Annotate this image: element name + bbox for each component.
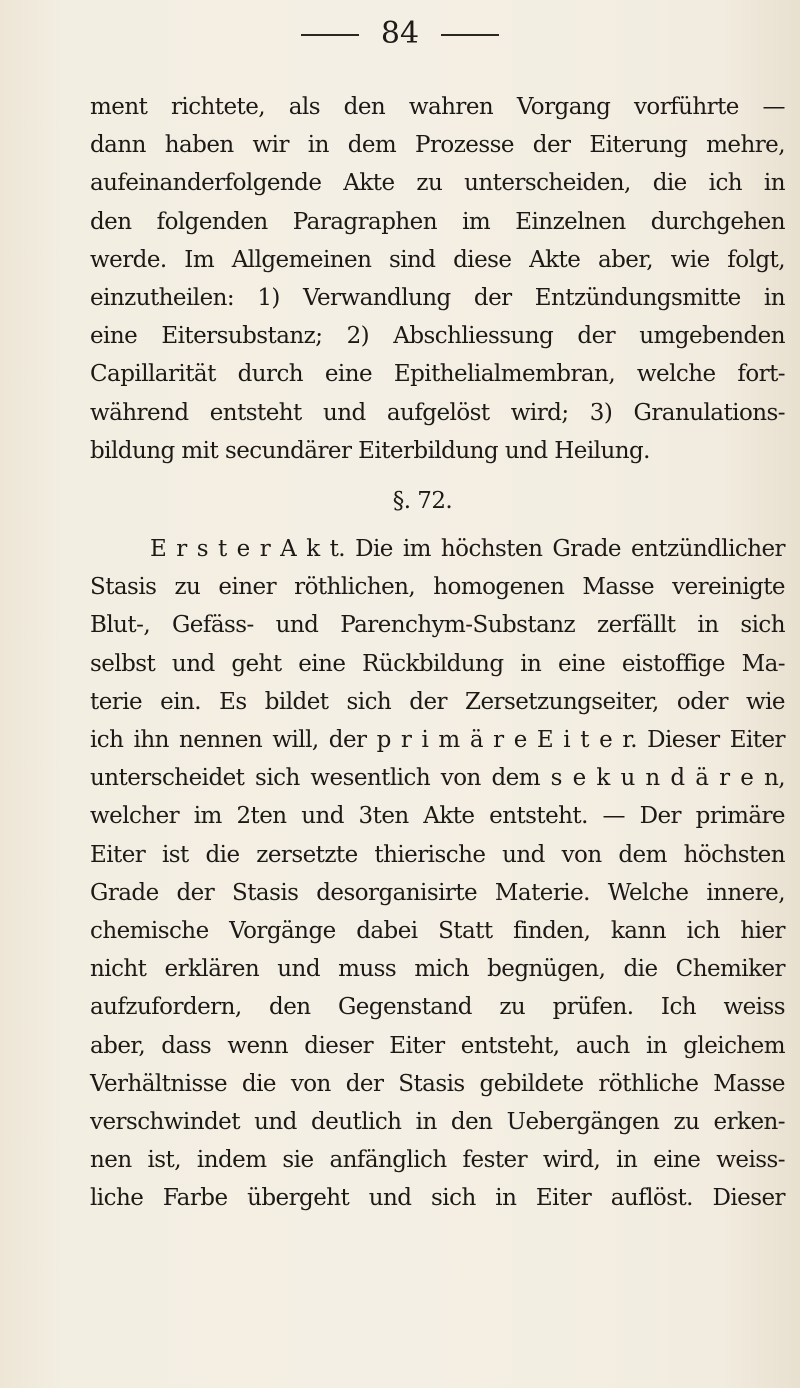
text-line: Stasis zu einer röthlichen, homogenen Masse vereinigte xyxy=(90,574,785,601)
header-dash-right xyxy=(441,34,499,36)
text-line: einzutheilen: 1) Verwandlung der Entzündungsmitte in xyxy=(90,284,785,311)
text-line: verschwindet und deutlich in den Uebergängen zu erken- xyxy=(90,1108,785,1135)
text-line: welcher im 2ten und 3ten Akte entsteht. — Der primäre xyxy=(90,803,785,830)
text-line: Blut-, Gefäss- und Parenchym-Substanz zerfällt in sich xyxy=(90,612,785,639)
page-body xyxy=(90,88,785,1217)
text-line: liche Farbe übergeht und sich in Eiter auflöst. Dieser xyxy=(90,1185,785,1212)
text-line: Eiter ist die zersetzte thierische und von dem höchsten xyxy=(90,841,785,868)
text-line: dann haben wir in dem Prozesse der Eiterung mehre, xyxy=(90,132,785,159)
text-line: chemische Vorgänge dabei Statt finden, kann ich hier xyxy=(90,917,785,944)
text-line: während entsteht und aufgelöst wird; 3) Granulations- xyxy=(90,399,785,426)
text-line: ment richtete, als den wahren Vorgang vorführte — xyxy=(90,94,785,120)
text-line: aufzufordern, den Gegenstand zu prüfen. Ich weiss xyxy=(90,994,785,1021)
text-line: selbst und geht eine Rückbildung in eine eistoffige Ma- xyxy=(90,650,785,677)
text-line: ich ihn nennen will, der p r i m ä r e E i t e r. Dieser Eiter xyxy=(90,727,785,753)
text-line: Verhältnisse die von der Stasis gebildete röthliche Masse xyxy=(90,1070,785,1097)
text-line: bildung mit secundärer Eiterbildung und Heilung. xyxy=(90,437,650,464)
text-line: werde. Im Allgemeinen sind diese Akte aber, wie folgt, xyxy=(90,246,785,273)
paragraph-continued xyxy=(90,88,785,470)
text-line: nicht erklären und muss mich begnügen, die Chemiker xyxy=(90,956,785,983)
text-line: aber, dass wenn dieser Eiter entsteht, auch in gleichem xyxy=(90,1032,785,1059)
text-line: aufeinanderfolgende Akte zu unterscheiden, die ich in xyxy=(90,170,785,197)
text-line: Capillarität durch eine Epithelialmembran, welche fort- xyxy=(90,361,785,388)
text-line: den folgenden Paragraphen im Einzelnen durchgehen xyxy=(90,208,785,235)
header-dash-left xyxy=(301,34,359,36)
text-line: nen ist, indem sie anfänglich fester wird, in eine weiss- xyxy=(90,1147,785,1174)
text-line: eine Eitersubstanz; 2) Abschliessung der umgebenden xyxy=(90,323,785,350)
paragraph-erster-akt xyxy=(90,530,785,1217)
text-line: E r s t e r A k t. Die im höchsten Grade entzündlicher xyxy=(150,536,785,563)
page-header xyxy=(0,14,800,54)
text-line: Grade der Stasis desorganisirte Materie. Welche innere, xyxy=(90,879,785,906)
page-number: 84 xyxy=(380,16,420,51)
section-heading: §. 72. xyxy=(392,487,453,514)
text-line: unterscheidet sich wesentlich von dem s e k u n d ä r e n, xyxy=(90,765,785,792)
text-line: terie ein. Es bildet sich der Zersetzungseiter, oder wie xyxy=(90,688,785,715)
